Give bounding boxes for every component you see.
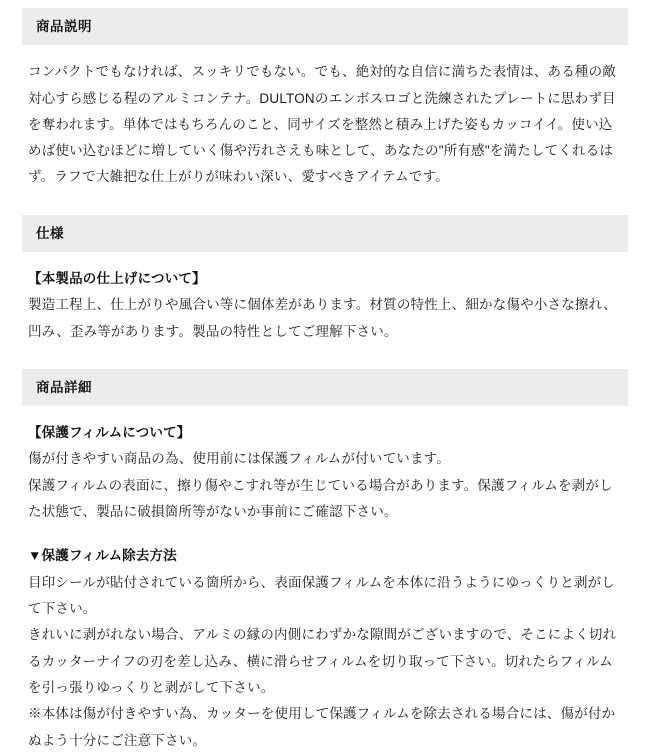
spacer bbox=[22, 252, 628, 266]
details-subtitle-film-removal: ▼保護フィルム除去方法 bbox=[28, 548, 177, 564]
product-details-body-block bbox=[22, 420, 628, 754]
details-protective-film-line-2: 保護フィルムの表面に、擦り傷やこすれ等が生じている場合があります。保護フィルムを剥がした状態で、製品に破損箇所等がないか事前にご確認下さい。 bbox=[28, 477, 613, 519]
section-header-product-description: 商品説明 bbox=[22, 8, 628, 45]
product-description-body-block bbox=[22, 59, 628, 191]
details-film-removal-line-2: きれいに剥がれない場合、アルミの縁の内側にわずかな隙間がございますので、そこによく切れるカッターナイフの刃を差し込み、横に滑らせフィルムを切り取って下さい。切れたらフィルムを引っ張りゆっくりと剥がして下さい。 bbox=[28, 627, 617, 695]
details-protective-film-line-1: 傷が付きやすい商品の為、使用前には保護フィルムが付いています。 bbox=[28, 451, 450, 467]
section-header-product-details: 商品詳細 bbox=[22, 369, 628, 406]
spacer bbox=[22, 45, 628, 59]
details-subtitle-protective-film: 【保護フィルムについて】 bbox=[28, 425, 191, 441]
spacer bbox=[22, 191, 628, 215]
specifications-subtitle-finish: 【本製品の仕上げについて】 bbox=[28, 270, 206, 286]
product-description-text: コンパクトでもなければ、スッキリでもない。でも、絶対的な自信に満ちた表情は、ある種の敵対心すら感じる程のアルミコンテナ。DULTONのエンボスロゴと洗練されたプレートに思わず目を奪われます。単体ではもちろんのこと、同サイズを整然と積み上げた姿もカッコイイ。使い込めば使い込むほどに増していく傷や汚れさえも味として、あなたの"所有感"を満たしてくれるはず。ラフで大雑把な仕上がりが味わい深い、愛すべきアイテムです。 bbox=[28, 64, 617, 185]
top-spacer bbox=[22, 0, 628, 8]
spacer bbox=[22, 345, 628, 369]
specifications-body-block bbox=[22, 266, 628, 345]
section-header-specifications: 仕様 bbox=[22, 215, 628, 252]
specifications-text: 製造工程上、仕上がりや風合い等に個体差があります。材質の特性上、細かな傷や小さな擦れ、凹み、歪み等があります。製品の特性としてご理解下さい。 bbox=[28, 297, 617, 339]
details-film-removal-line-3: ※本体は傷が付きやすい為、カッターを使用して保護フィルムを除去される場合には、傷が付かぬよう十分にご注意下さい。 bbox=[28, 706, 616, 748]
spacer bbox=[22, 406, 628, 420]
spacer bbox=[28, 525, 622, 543]
details-film-removal-line-1: 目印シールが貼付されている箇所から、表面保護フィルムを本体に沿うようにゆっくりと剥がして下さい。 bbox=[28, 574, 616, 616]
